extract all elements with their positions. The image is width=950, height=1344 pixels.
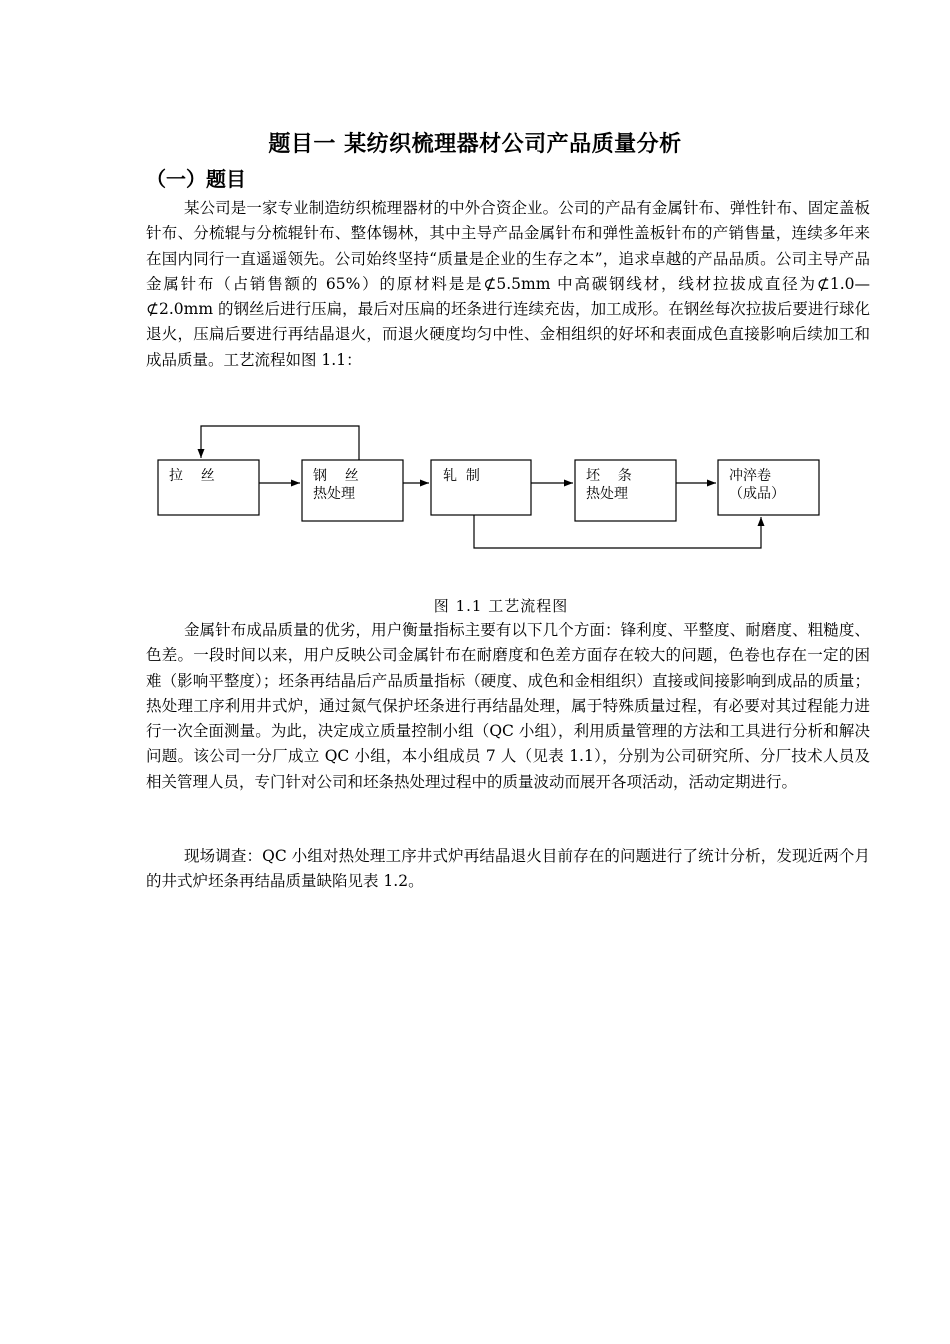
paragraph-survey: 现场调查：QC 小组对热处理工序井式炉再结晶退火目前存在的问题进行了统计分析，发现近两个月的井式炉坯条再结晶质量缺陷见表 1.2。 <box>146 847 870 891</box>
paragraph-quality: 金属针布成品质量的优劣，用户衡量指标主要有以下几个方面：锋利度、平整度、耐磨度、粗糙度、色差。一段时间以来，用户反映公司金属针布在耐磨度和色差方面存在较大的问题，色卷也存在一定的困难（影响平整度）；坯条再结晶后产品质量指标（硬度、成色和金相组织）直接或间接影响到成品的质量；热处理工序利用井式炉，通过氮气保护坯条进行再结晶处理，属于特殊质量过程，有必要对其过程能力进行一次全面测量。为此，决定成立质量控制小组（QC 小组），利用质量管理的方法和工具进行分析和解决问题。该公司一分厂成立 QC 小组，本小组成员 7 人（见表 1.1），分别为公司研究所、分厂技术人员及相关管理人员，专门针对公司和坯条热处理过程中的质量波动而展开各项活动，活动定期进行。 <box>146 621 870 791</box>
box-label-product-line1: 冲淬卷 <box>729 468 771 484</box>
section-heading: （一）题目 <box>146 167 246 191</box>
box-label-wire-line1: 钢 丝 <box>313 468 359 484</box>
box-label-rolling: 轧 制 <box>443 468 480 484</box>
feedback-loop-arrow <box>201 426 359 460</box>
process-flow-diagram <box>150 415 840 565</box>
box-label-drawing: 拉 丝 <box>169 468 215 484</box>
box-label-strip-line1: 坯 条 <box>586 468 632 484</box>
box-label-product-line2: （成品） <box>729 486 785 502</box>
box-label-strip-line2: 热处理 <box>586 486 628 502</box>
figure-caption: 图 1.1 工艺流程图 <box>433 597 569 615</box>
page-title: 题目一 某纺织梳理器材公司产品质量分析 <box>268 132 682 157</box>
box-label-wire-line2: 热处理 <box>313 486 355 502</box>
paragraph-intro: 某公司是一家专业制造纺织梳理器材的中外合资企业。公司的产品有金属针布、弹性针布、固定盖板针布、分梳辊与分梳辊针布、整体锡林，其中主导产品金属针布和弹性盖板针布的产销售量，连续多年来在国内同行一直遥遥领先。公司始终坚持“质量是企业的生存之本”，追求卓越的产品品质。公司主导产品金属针布（占销售额的 65%）的原材料是是⊄5.5mm 中高碳钢线材，线材拉拔成直径为⊄1.0—⊄2.0mm 的钢丝后进行压扁，最后对压扁的坯条进行连续充齿，加工成形。在钢丝每次拉拔后要进行球化退火，压扁后要进行再结晶退火，而退火硬度均匀中性、金相组织的好坏和表面成色直接影响后续加工和成品质量。工艺流程如图 1.1： <box>146 199 870 369</box>
